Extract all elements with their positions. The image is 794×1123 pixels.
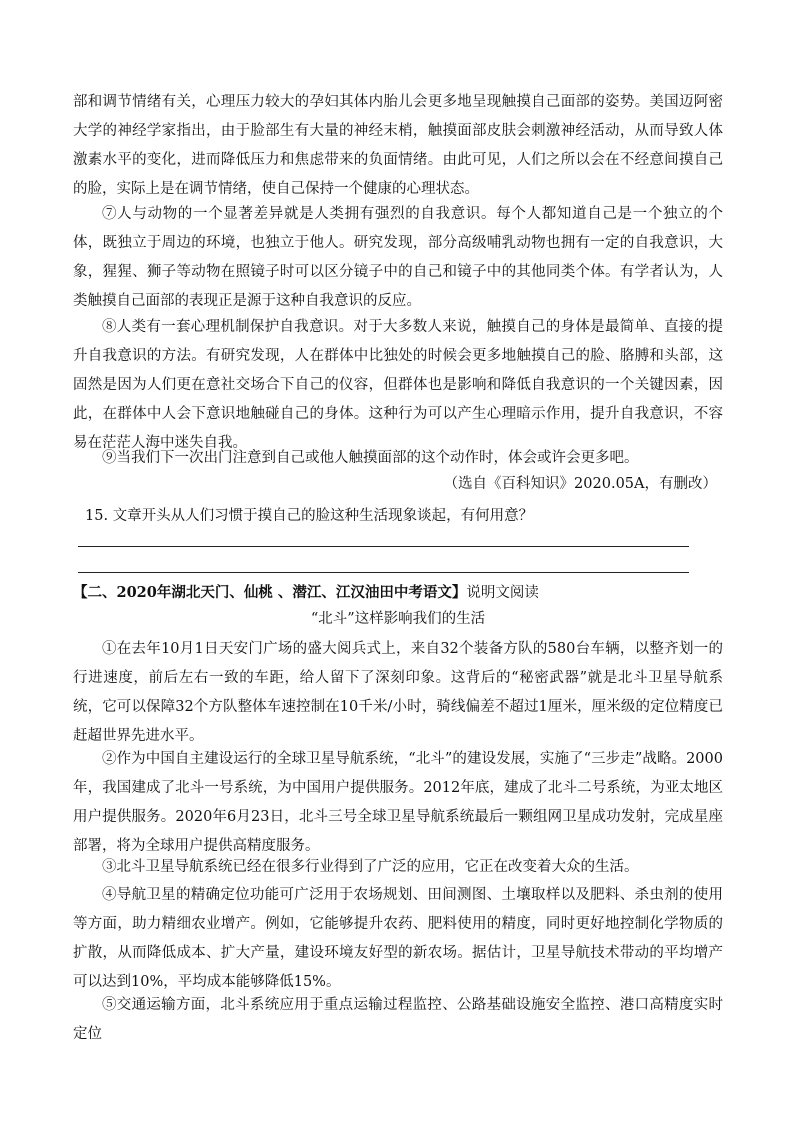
article-title: “北斗”这样影响我们的生活 [310, 611, 486, 627]
article-paragraph-3: ③北斗卫星导航系统已经在很多行业得到了广泛的应用，它正在改变着大众的生活。 [102, 859, 639, 875]
source-citation: （选自《百科知识》2020.05A，有删改） [443, 476, 717, 492]
article-paragraph-1: ①在去年10月1日天安门广场的盛大阅兵式上，来自32个装备方队的580台车辆，以整齐划一的行进速度，前后左右一致的车距，给人留下了深刻印象。这背后的“秘密武器”就是北斗卫星导航系统，它可以保障32个方队整体车速控制在10千米/小时，骑线偏差不超过1厘米，厘米级的定位精度已赶超世界先进水平。 [73, 641, 723, 744]
answer-line-1[interactable] [78, 546, 689, 547]
paragraph-9: ⑨当我们下一次出门注意到自己或他人触摸面部的这个动作时，体会或许会更多吧。 [102, 450, 639, 466]
article-paragraph-4: ④导航卫星的精确定位功能可广泛用于农场规划、田间测图、土壤取样以及肥料、杀虫剂的使用等方面，助力精细农业增产。例如，它能够提升农药、肥料使用的精度，同时更好地控制化学物质的扩散，从而降低成本、扩大产量，建设环境友好型的新农场。据估计，卫星导航技术带动的平均增产可以达到10%，平均成本能够降低15%。 [73, 887, 723, 990]
paragraph-continued: 部和调节情绪有关，心理压力较大的孕妇其体内胎儿会更多地呈现触摸自己面部的姿势。美国迈阿密大学的神经学家指出，由于脸部生有大量的神经末梢，触摸面部皮肤会刺激神经活动，从而导致人体激素水平的变化，进而降低压力和焦虑带来的负面情绪。由此可见，人们之所以会在不经意间摸自己的脸，实际上是在调节情绪，使自己保持一个健康的心理状态。 [73, 94, 723, 197]
section-heading-type: 说明文阅读 [466, 585, 539, 601]
section-heading [73, 582, 733, 604]
section-heading-source: 【二、2020年湖北天门、仙桃 、潜江、江汉油田中考语文】 [73, 584, 467, 601]
article-paragraph-5: ⑤交通运输方面，北斗系统应用于重点运输过程监控、公路基础设施安全监控、港口高精度实时定位 [73, 997, 723, 1042]
question-15: 15. 文章开头从人们习惯于摸自己的脸这种生活现象谈起，有何用意？ [85, 508, 534, 524]
article-paragraph-2: ②作为中国自主建设运行的全球卫星导航系统，“北斗”的建设发展，实施了“三步走”战略。2000年，我国建成了北斗一号系统，为中国用户提供服务。2012年底，建成了北斗二号系统，为亚太地区用户提供服务。2020年6月23日，北斗三号全球卫星导航系统最后一颗组网卫星成功发射，完成星座部署，将为全球用户提供高精度服务。 [73, 751, 723, 854]
answer-line-2[interactable] [78, 572, 689, 573]
paragraph-7: ⑦人与动物的一个显著差异就是人类拥有强烈的自我意识。每个人都知道自己是一个独立的个体，既独立于周边的环境，也独立于他人。研究发现，部分高级哺乳动物也拥有一定的自我意识，大象，猩猩、狮子等动物在照镜子时可以区分镜子中的自己和镜子中的其他同类个体。有学者认为，人类触摸自己面部的表现正是源于这种自我意识的反应。 [73, 206, 723, 309]
paragraph-8: ⑧人类有一套心理机制保护自我意识。对于大多数人来说，触摸自己的身体是最简单、直接的提升自我意识的方法。有研究发现，人在群体中比独处的时候会更多地触摸自己的脸、胳膊和头部，这固然是因为人们更在意社交场合下自己的仪容，但群体也是影响和降低自我意识的一个关键因素，因此，在群体中人会下意识地触碰自己的身体。这种行为可以产生心理暗示作用，提升自我意识，不容易在茫茫人海中迷失自我。 [73, 319, 723, 451]
